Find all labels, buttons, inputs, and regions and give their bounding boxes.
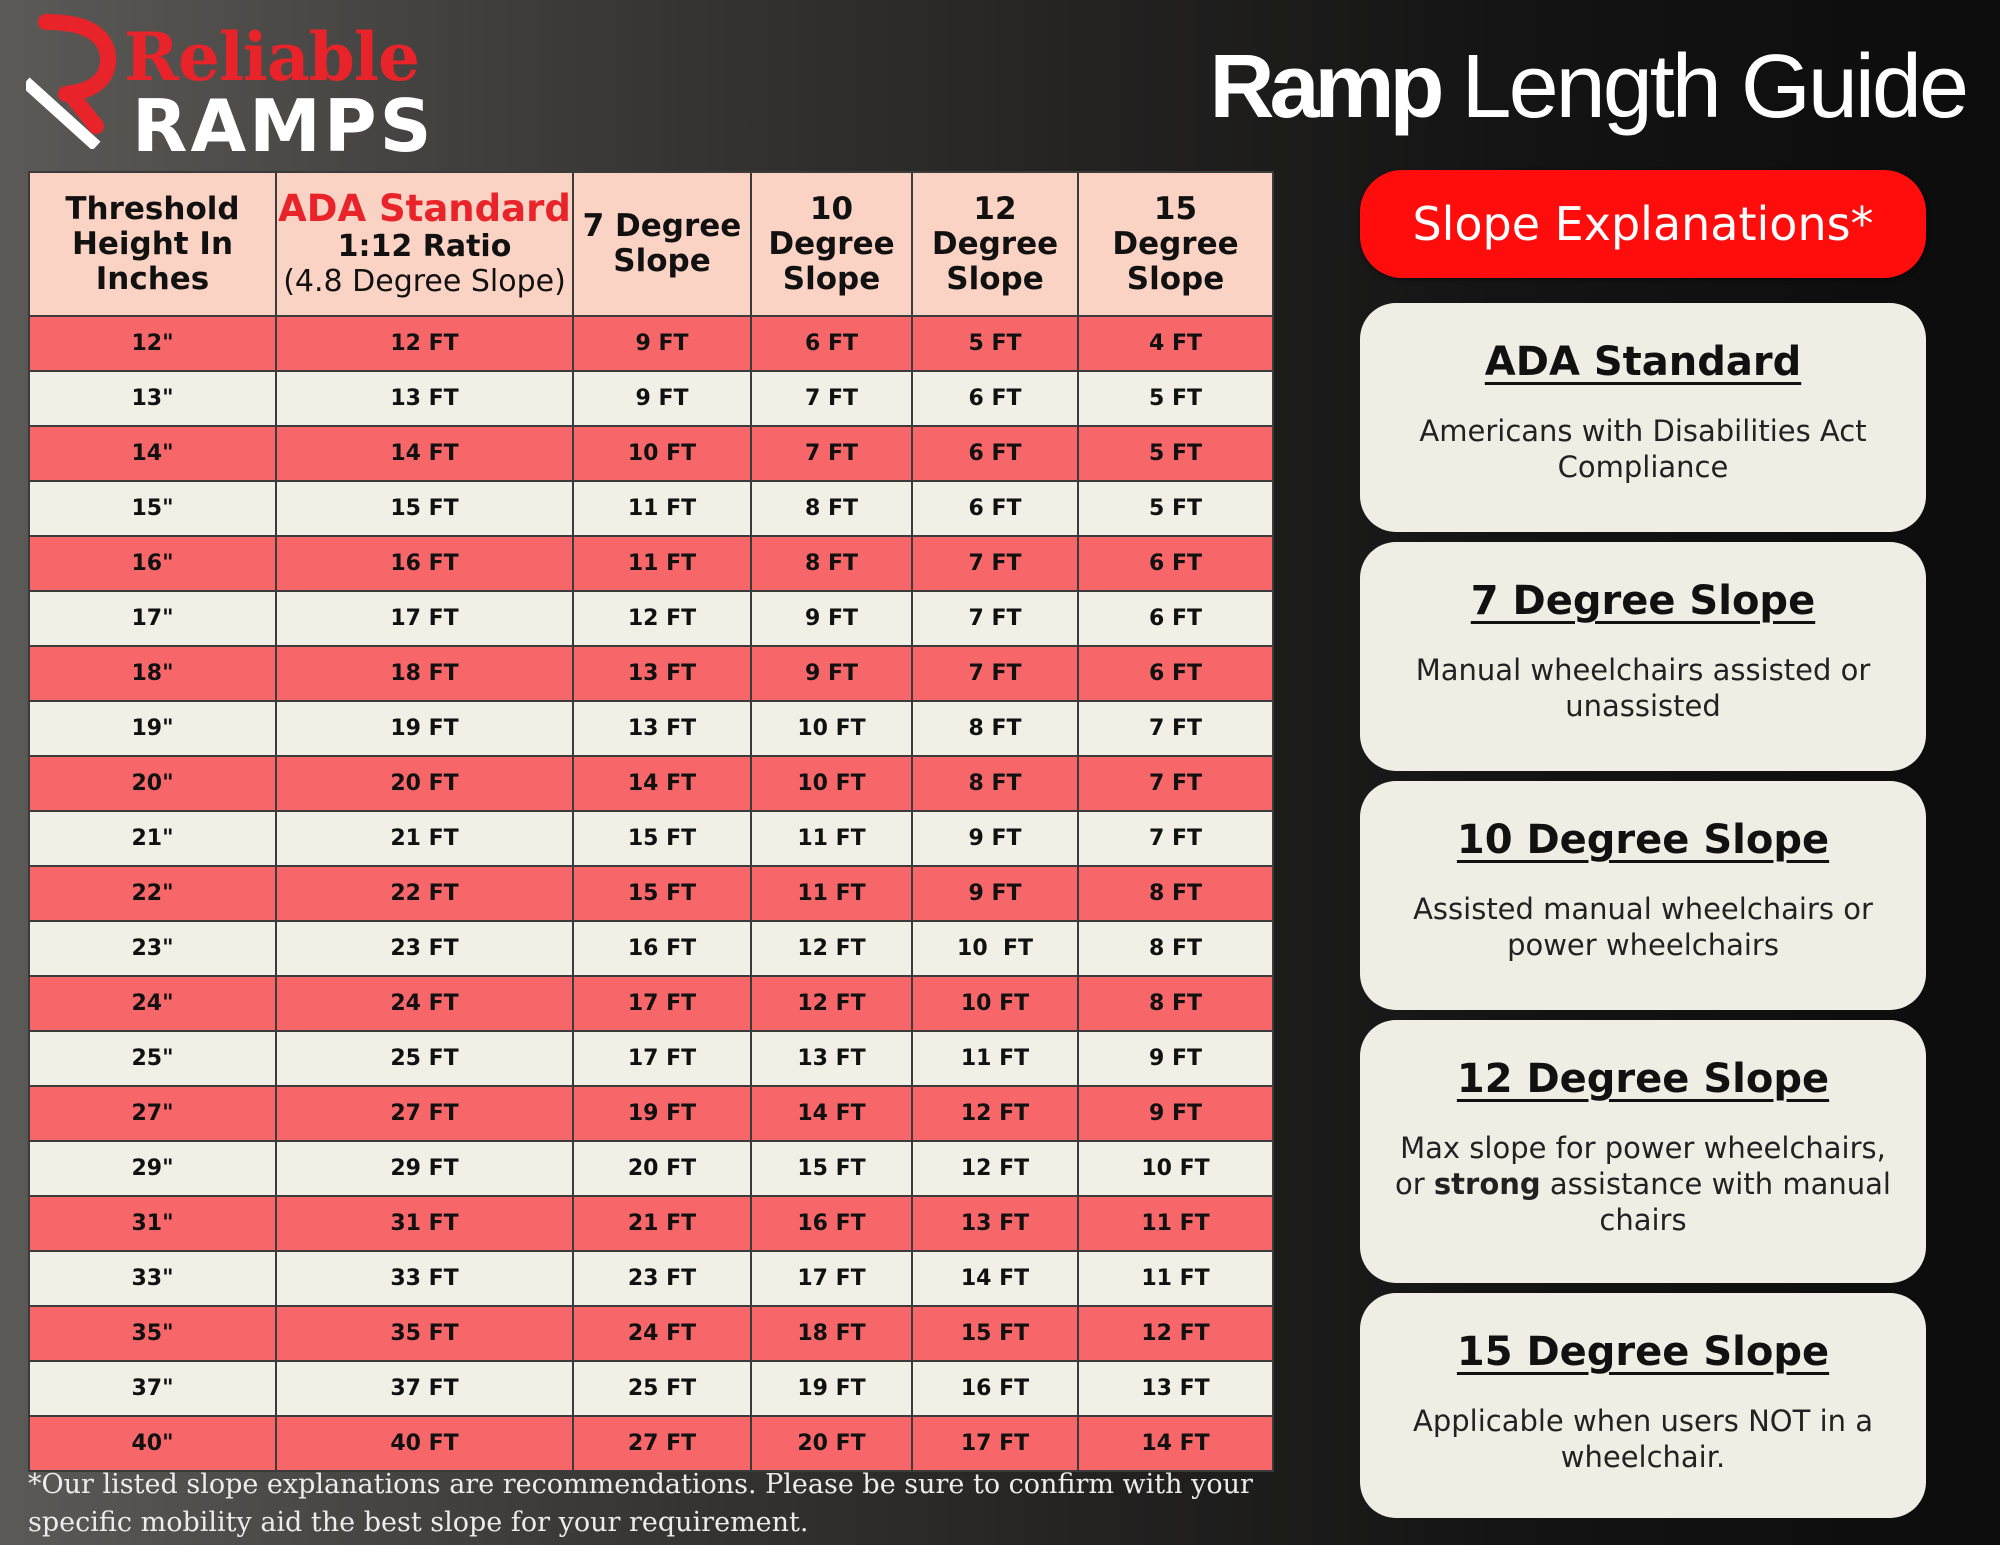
- cell-10-degree: 8 FT: [751, 481, 912, 536]
- card-description-part: assistance with manual chairs: [1540, 1167, 1891, 1237]
- card-title: 7 Degree Slope: [1470, 578, 1816, 624]
- card-title: ADA Standard: [1484, 339, 1802, 385]
- header-ada-slope: (4.8 Degree Slope): [283, 264, 566, 299]
- cell-threshold: 16": [29, 536, 276, 591]
- cell-7-degree: 15 FT: [573, 811, 751, 866]
- card-description: Manual wheelchairs assisted or unassisted: [1415, 653, 1871, 723]
- card-10-degree-slope: [1360, 781, 1926, 1010]
- cell-threshold: 25": [29, 1031, 276, 1086]
- table-row: [29, 1086, 1273, 1141]
- table-row: [29, 976, 1273, 1031]
- cell-threshold: 35": [29, 1306, 276, 1361]
- cell-10-degree: 15 FT: [751, 1141, 912, 1196]
- cell-15-degree: 14 FT: [1078, 1416, 1273, 1471]
- cell-threshold: 27": [29, 1086, 276, 1141]
- table-row: [29, 1306, 1273, 1361]
- table-row: [29, 1251, 1273, 1306]
- cell-ada: 20 FT: [276, 756, 573, 811]
- table-header-row: [29, 172, 1273, 316]
- table-row: [29, 481, 1273, 536]
- cell-7-degree: 9 FT: [573, 371, 751, 426]
- cell-ada: 27 FT: [276, 1086, 573, 1141]
- cell-7-degree: 27 FT: [573, 1416, 751, 1471]
- header-ada-ratio: 1:12 Ratio: [337, 229, 512, 264]
- cell-threshold: 13": [29, 371, 276, 426]
- cell-15-degree: 13 FT: [1078, 1361, 1273, 1416]
- cell-ada: 31 FT: [276, 1196, 573, 1251]
- cell-7-degree: 11 FT: [573, 536, 751, 591]
- cell-ada: 33 FT: [276, 1251, 573, 1306]
- cell-7-degree: 11 FT: [573, 481, 751, 536]
- cell-15-degree: 6 FT: [1078, 591, 1273, 646]
- footnote: *Our listed slope explanations are recommendations. Please be sure to confirm with your specific mobility aid the best slope for your requirement.: [28, 1469, 1253, 1538]
- card-ada-standard: [1360, 303, 1926, 532]
- cell-12-degree: 7 FT: [912, 591, 1078, 646]
- page-title-rest: Length Guide: [1439, 37, 1966, 137]
- table-row: [29, 866, 1273, 921]
- brand-logo: [26, 14, 435, 168]
- cell-10-degree: 7 FT: [751, 371, 912, 426]
- cell-ada: 17 FT: [276, 591, 573, 646]
- r-logo-icon: [26, 14, 136, 149]
- cell-15-degree: 7 FT: [1078, 811, 1273, 866]
- cell-15-degree: 7 FT: [1078, 701, 1273, 756]
- table-row: [29, 756, 1273, 811]
- page-title-bold: Ramp: [1209, 37, 1440, 137]
- cell-ada: 16 FT: [276, 536, 573, 591]
- cell-ada: 18 FT: [276, 646, 573, 701]
- cell-15-degree: 5 FT: [1078, 426, 1273, 481]
- cell-15-degree: 11 FT: [1078, 1251, 1273, 1306]
- cell-threshold: 33": [29, 1251, 276, 1306]
- cell-15-degree: 8 FT: [1078, 866, 1273, 921]
- cell-ada: 35 FT: [276, 1306, 573, 1361]
- cell-12-degree: 14 FT: [912, 1251, 1078, 1306]
- cell-threshold: 22": [29, 866, 276, 921]
- card-15-degree-slope: [1360, 1293, 1926, 1518]
- cell-ada: 29 FT: [276, 1141, 573, 1196]
- cell-10-degree: 7 FT: [751, 426, 912, 481]
- cell-ada: 12 FT: [276, 316, 573, 371]
- cell-7-degree: 19 FT: [573, 1086, 751, 1141]
- table-row: [29, 811, 1273, 866]
- cell-10-degree: 8 FT: [751, 536, 912, 591]
- table-row: [29, 701, 1273, 756]
- cell-12-degree: 7 FT: [912, 536, 1078, 591]
- cell-ada: 19 FT: [276, 701, 573, 756]
- card-description: Applicable when users NOT in a wheelchair.: [1412, 1404, 1873, 1474]
- cell-ada: 14 FT: [276, 426, 573, 481]
- card-7-degree-slope: [1360, 542, 1926, 771]
- card-description-part: Max slope for power wheelchairs, or: [1395, 1131, 1886, 1201]
- cell-10-degree: 10 FT: [751, 756, 912, 811]
- cell-7-degree: 23 FT: [573, 1251, 751, 1306]
- cell-12-degree: 8 FT: [912, 756, 1078, 811]
- cell-7-degree: 20 FT: [573, 1141, 751, 1196]
- cell-10-degree: 9 FT: [751, 646, 912, 701]
- cell-threshold: 24": [29, 976, 276, 1031]
- cell-12-degree: 15 FT: [912, 1306, 1078, 1361]
- card-description: [1386, 1130, 1900, 1238]
- cell-12-degree: 10 FT: [912, 976, 1078, 1031]
- card-title: 15 Degree Slope: [1456, 1329, 1830, 1375]
- cell-15-degree: 12 FT: [1078, 1306, 1273, 1361]
- cell-10-degree: 17 FT: [751, 1251, 912, 1306]
- cell-7-degree: 17 FT: [573, 1031, 751, 1086]
- cell-10-degree: 6 FT: [751, 316, 912, 371]
- card-description: Americans with Disabilities Act Compliance: [1419, 414, 1867, 484]
- table-row: [29, 1031, 1273, 1086]
- cell-ada: 15 FT: [276, 481, 573, 536]
- cell-15-degree: 4 FT: [1078, 316, 1273, 371]
- header-ada-title: ADA Standard: [278, 187, 571, 230]
- table-row: [29, 1196, 1273, 1251]
- brand-name-line1: Reliable: [124, 18, 419, 96]
- card-12-degree-slope: [1360, 1020, 1926, 1283]
- cell-15-degree: 8 FT: [1078, 921, 1273, 976]
- cell-ada: 40 FT: [276, 1416, 573, 1471]
- cell-10-degree: 11 FT: [751, 866, 912, 921]
- cell-10-degree: 13 FT: [751, 1031, 912, 1086]
- cell-threshold: 29": [29, 1141, 276, 1196]
- cell-15-degree: 11 FT: [1078, 1196, 1273, 1251]
- header-12-degree: 12 Degree Slope: [912, 172, 1078, 316]
- cell-12-degree: 13 FT: [912, 1196, 1078, 1251]
- cell-10-degree: 16 FT: [751, 1196, 912, 1251]
- cell-ada: 22 FT: [276, 866, 573, 921]
- table-row: [29, 1416, 1273, 1471]
- cell-ada: 23 FT: [276, 921, 573, 976]
- cell-15-degree: 6 FT: [1078, 536, 1273, 591]
- brand-name-line2: RAMPS: [132, 84, 435, 168]
- cell-12-degree: 10 FT: [912, 921, 1078, 976]
- cell-threshold: 12": [29, 316, 276, 371]
- header-7-degree: 7 Degree Slope: [573, 172, 751, 316]
- table-row: [29, 1141, 1273, 1196]
- table-row: [29, 646, 1273, 701]
- cell-ada: 24 FT: [276, 976, 573, 1031]
- cell-12-degree: 5 FT: [912, 316, 1078, 371]
- cell-threshold: 20": [29, 756, 276, 811]
- cell-12-degree: 8 FT: [912, 701, 1078, 756]
- cell-7-degree: 9 FT: [573, 316, 751, 371]
- cell-threshold: 19": [29, 701, 276, 756]
- cell-7-degree: 24 FT: [573, 1306, 751, 1361]
- cell-15-degree: 5 FT: [1078, 371, 1273, 426]
- page-title: [1209, 36, 1966, 139]
- cell-15-degree: 9 FT: [1078, 1086, 1273, 1141]
- cell-7-degree: 17 FT: [573, 976, 751, 1031]
- cell-threshold: 18": [29, 646, 276, 701]
- cell-7-degree: 13 FT: [573, 646, 751, 701]
- cell-7-degree: 14 FT: [573, 756, 751, 811]
- cell-ada: 13 FT: [276, 371, 573, 426]
- cell-10-degree: 9 FT: [751, 591, 912, 646]
- cell-threshold: 21": [29, 811, 276, 866]
- card-title: 10 Degree Slope: [1456, 817, 1830, 863]
- table-row: [29, 536, 1273, 591]
- cell-15-degree: 5 FT: [1078, 481, 1273, 536]
- cell-15-degree: 10 FT: [1078, 1141, 1273, 1196]
- cell-12-degree: 9 FT: [912, 866, 1078, 921]
- cell-threshold: 37": [29, 1361, 276, 1416]
- cell-7-degree: 21 FT: [573, 1196, 751, 1251]
- cell-12-degree: 6 FT: [912, 371, 1078, 426]
- cell-10-degree: 18 FT: [751, 1306, 912, 1361]
- cell-12-degree: 6 FT: [912, 481, 1078, 536]
- cell-threshold: 17": [29, 591, 276, 646]
- cell-12-degree: 6 FT: [912, 426, 1078, 481]
- cell-ada: 37 FT: [276, 1361, 573, 1416]
- table-row: [29, 426, 1273, 481]
- slope-explanations-banner: Slope Explanations*: [1360, 170, 1926, 278]
- cell-12-degree: 12 FT: [912, 1141, 1078, 1196]
- header-15-degree: 15 Degree Slope: [1078, 172, 1273, 316]
- table-row: [29, 371, 1273, 426]
- table-row: [29, 591, 1273, 646]
- header-threshold-height: Threshold Height In Inches: [29, 172, 276, 316]
- cell-7-degree: 13 FT: [573, 701, 751, 756]
- card-description: Assisted manual wheelchairs or power wheelchairs: [1413, 892, 1873, 962]
- cell-7-degree: 12 FT: [573, 591, 751, 646]
- cell-threshold: 15": [29, 481, 276, 536]
- cell-ada: 25 FT: [276, 1031, 573, 1086]
- cell-15-degree: 6 FT: [1078, 646, 1273, 701]
- cell-10-degree: 14 FT: [751, 1086, 912, 1141]
- cell-7-degree: 10 FT: [573, 426, 751, 481]
- cell-7-degree: 15 FT: [573, 866, 751, 921]
- card-title: 12 Degree Slope: [1456, 1056, 1830, 1102]
- cell-threshold: 31": [29, 1196, 276, 1251]
- cell-10-degree: 11 FT: [751, 811, 912, 866]
- cell-15-degree: 7 FT: [1078, 756, 1273, 811]
- cell-10-degree: 12 FT: [751, 976, 912, 1031]
- cell-12-degree: 17 FT: [912, 1416, 1078, 1471]
- cell-10-degree: 19 FT: [751, 1361, 912, 1416]
- card-description-emphasis: strong: [1433, 1167, 1541, 1201]
- cell-10-degree: 20 FT: [751, 1416, 912, 1471]
- cell-10-degree: 10 FT: [751, 701, 912, 756]
- cell-threshold: 23": [29, 921, 276, 976]
- cell-15-degree: 8 FT: [1078, 976, 1273, 1031]
- cell-threshold: 14": [29, 426, 276, 481]
- header-10-degree: 10 Degree Slope: [751, 172, 912, 316]
- ramp-length-table: [28, 171, 1274, 1472]
- table-row: [29, 316, 1273, 371]
- header-ada-standard: [276, 172, 573, 316]
- cell-10-degree: 12 FT: [751, 921, 912, 976]
- cell-threshold: 40": [29, 1416, 276, 1471]
- table-row: [29, 921, 1273, 976]
- table-row: [29, 1361, 1273, 1416]
- cell-12-degree: 9 FT: [912, 811, 1078, 866]
- cell-12-degree: 16 FT: [912, 1361, 1078, 1416]
- cell-12-degree: 11 FT: [912, 1031, 1078, 1086]
- table-body: [29, 316, 1273, 1471]
- cell-7-degree: 16 FT: [573, 921, 751, 976]
- cell-ada: 21 FT: [276, 811, 573, 866]
- cell-7-degree: 25 FT: [573, 1361, 751, 1416]
- cell-12-degree: 7 FT: [912, 646, 1078, 701]
- cell-12-degree: 12 FT: [912, 1086, 1078, 1141]
- cell-15-degree: 9 FT: [1078, 1031, 1273, 1086]
